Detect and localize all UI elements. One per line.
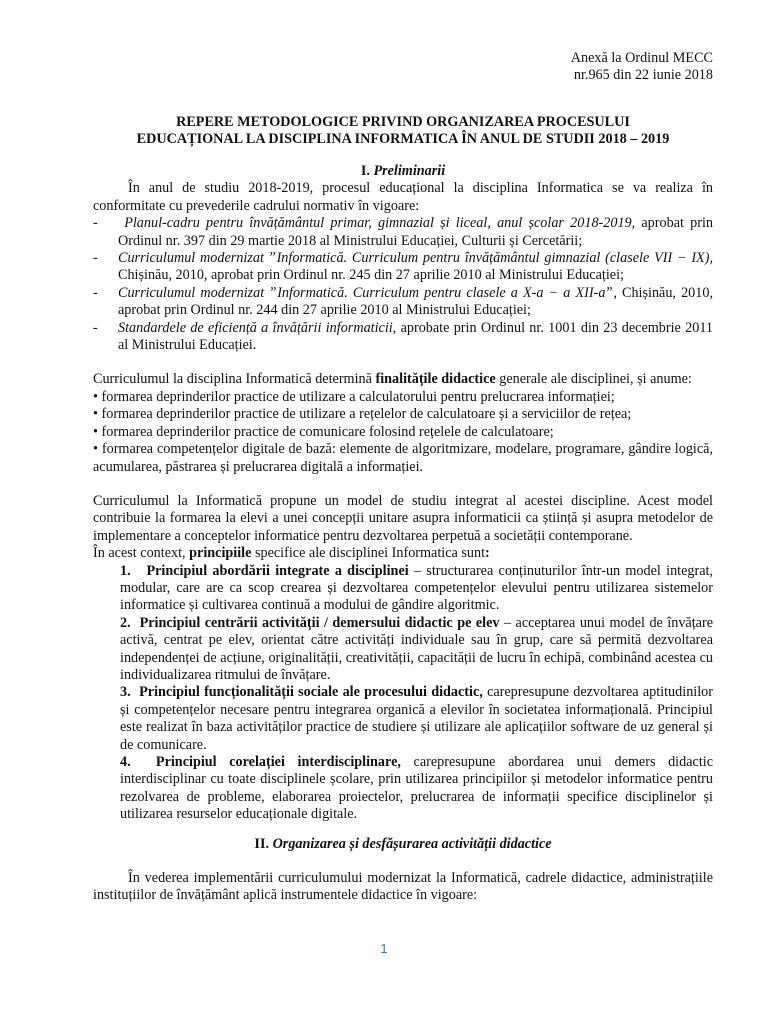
dash-marker: -: [93, 284, 98, 301]
doc-title: Planul-cadru pentru învățământul primar, gimnazial și liceal, anul școlar 2018-2019: [124, 215, 632, 232]
section-2-title: Organizarea și desfășurarea activității didactice: [272, 835, 552, 852]
list-item: • formarea deprinderilor practice de utilizare a calculatorului pentru prelucrarea informației;: [93, 388, 615, 405]
doc-detail: , Chișinău, 2010, aprobat prin Ordinul nr. 244 din 27 aprilie 2010 al Ministrului Educației;: [118, 284, 714, 319]
principle-title: Principiul abordării integrate a disciplinei: [146, 562, 409, 579]
list-item: [93, 215, 713, 250]
section-2-paragraph: În vederea implementării curriculumului modernizat la Informatică, cadrele didactice, administrațiile instituțiilor de învățământ aplică instrumentele didactice în vigoare:: [93, 870, 713, 904]
doc-detail: , Chișinău, 2010, aprobat prin Ordinul nr. 245 din 27 aprilie 2010 al Ministrului Educației;: [118, 250, 713, 284]
section-2-roman: II.: [254, 835, 270, 852]
principle-text: carepresupune dezvoltarea aptitudinilor și competențelor necesare pentru integrarea organică a elevilor în societatea informațională. Principiul este realizat în baza activităților practice de studiere și utilizare ale aplicațiilor software de uz general și de comunicare.: [120, 684, 713, 753]
list-item: • formarea competențelor digitale de bază: elemente de algoritmizare, modelare, programare, gândire logică, acumularea, păstrarea și prelucrarea digitală a informației.: [93, 441, 713, 475]
doc-detail: , aprobate prin Ordinul nr. 1001 din 23 decembrie 2011 al Ministrului Educației.: [118, 319, 713, 354]
list-item: • formarea deprinderilor practice de utilizare a rețelelor de calculatoare și a serviciilor de rețea;: [93, 406, 632, 423]
context-colon: :: [485, 545, 490, 562]
section-1-heading: [93, 163, 713, 180]
finalitati-post: generale ale disciplinei, și anume:: [495, 371, 692, 388]
principle-title: Principiul centrării activității / demersului didactic pe elev: [139, 614, 500, 631]
context-paragraph: [93, 545, 713, 562]
document-title: [93, 114, 713, 148]
principle-title: Principiul corelației interdisciplinare,: [155, 754, 401, 770]
list-item: [93, 754, 713, 824]
principle-text: – acceptarea unui model de învățare activă, centrat pe elev, orientat către activități individuale sau în grup, care să permită dezvoltarea independenței de acțiune, originalității, creativității, capacității de lucru în echipă, combinând acestea cu individualizarea ritmului de învățare.: [120, 614, 713, 683]
annex-header: [93, 50, 713, 84]
principle-text: carepresupune abordarea unui demers didactic interdisciplinar cu toate disciplinele școlare, prin utilizarea principiilor și metodelor informatice pentru rezolvarea de probleme, elaborarea proiectelor, prelucrarea de informații specifice disciplinelor și utilizarea resurselor educaționale digitale.: [120, 754, 713, 823]
model-paragraph: Curriculumul la Informatică propune un model de studiu integrat al acestei discipline. Acest model contribuie la formarea la elevi a unei concepții unitare asupra informaticii ca știință și asupra metodelor de implementare a conceptelor informatice pentru dezvoltarea perpetuă a societății contemporane.: [93, 492, 713, 544]
principle-number: 3.: [120, 684, 131, 701]
finalitati-paragraph: [93, 371, 713, 388]
list-item: • formarea deprinderilor practice de comunicare folosind rețelele de calculatoare;: [93, 423, 554, 440]
doc-detail: , aprobat prin Ordinul nr. 397 din 29 martie 2018 al Ministrului Educației, Culturii și Cercetării;: [118, 215, 713, 249]
section-1-roman: I.: [360, 163, 370, 179]
dash-marker: -: [93, 250, 98, 267]
finalitati-list: [93, 389, 713, 476]
doc-title: Standardele de eficiență a învățării informaticii: [118, 319, 393, 336]
doc-title: Curriculumul modernizat ˮInformatică. Curriculum pentru clasele a X-a − a XII-aˮ: [118, 284, 614, 301]
principle-title: Principiul funcționalității sociale ale procesului didactic,: [139, 684, 483, 701]
principle-number: 1.: [120, 562, 131, 579]
list-item: [93, 285, 713, 320]
intro-paragraph: În anul de studiu 2018-2019, procesul educațional la disciplina Informatica se va realiza în conformitate cu prevederile cadrului normativ în vigoare:: [93, 180, 713, 214]
title-line-1: REPERE METODOLOGICE PRIVIND ORGANIZAREA PROCESULUI: [176, 114, 630, 130]
context-pre: În acest context,: [93, 545, 190, 562]
list-item: [93, 563, 713, 615]
principle-number: 2.: [120, 614, 131, 631]
dash-marker: -: [93, 215, 98, 232]
finalitati-bold: finalitățile didactice: [375, 371, 496, 388]
list-item: [93, 320, 713, 355]
dash-marker: -: [93, 319, 98, 336]
list-item: [93, 684, 713, 754]
principle-number: 4.: [120, 754, 131, 770]
list-item: [93, 615, 713, 685]
annex-line-1: Anexă la Ordinul MECC: [570, 50, 713, 66]
normative-docs-list: [93, 215, 713, 354]
context-bold: principiile: [189, 545, 252, 562]
section-2-heading: [93, 836, 713, 853]
list-item: [93, 250, 713, 285]
principles-list: [93, 563, 713, 824]
title-line-2: EDUCAȚIONAL LA DISCIPLINA INFORMATICA ÎN ANUL DE STUDII 2018 – 2019: [136, 131, 670, 147]
finalitati-pre: Curriculumul la disciplina Informatică determină: [93, 371, 376, 388]
principle-text: – structurarea conținuturilor într-un model integrat, modular, care are ca scop crearea și dezvoltarea competențelor elevului pentru utilizarea sistemelor informatice și cultivarea continuă a modului de gândire algoritmic.: [120, 562, 714, 614]
annex-line-2: nr.965 din 22 iunie 2018: [573, 67, 713, 83]
context-post: specifice ale disciplinei Informatica sunt: [251, 545, 486, 562]
page-number: 1: [380, 941, 388, 956]
doc-title: Curriculumul modernizat ˮInformatică. Curriculum pentru învățământul gimnazial (clasele VII − IX): [118, 250, 710, 267]
section-1-title: Preliminarii: [373, 163, 446, 179]
